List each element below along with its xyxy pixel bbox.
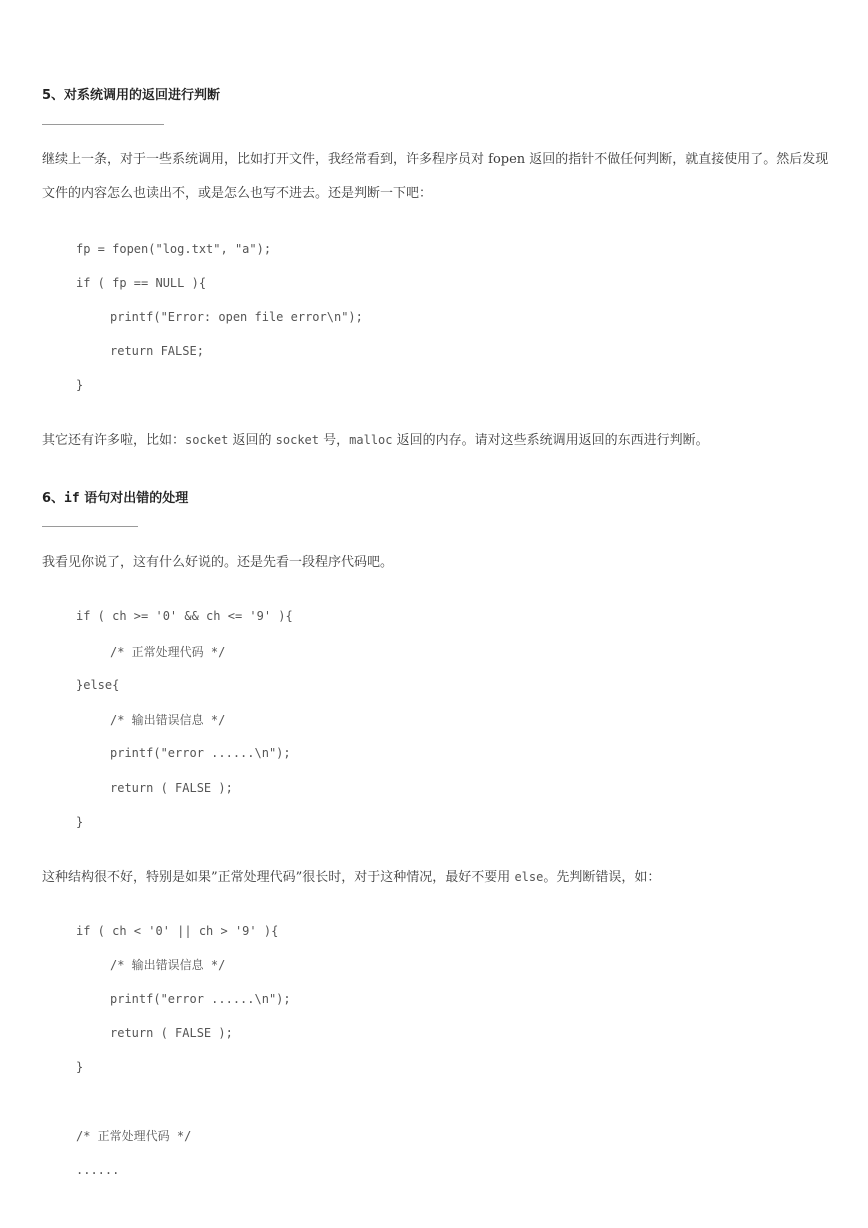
section-5-divider <box>42 124 164 125</box>
title-suffix: 语句对出错的处理 <box>79 491 189 506</box>
code-line: } <box>76 815 84 829</box>
code-line: return FALSE; <box>110 344 204 358</box>
code-line: /* 正常处理代码 */ <box>76 1129 192 1143</box>
text-run: 返回的 <box>228 433 276 448</box>
text-run: 其它还有许多啦，比如： <box>42 433 186 448</box>
code-line: } <box>76 378 84 392</box>
code-line: if ( ch < '0' || ch > '9' ){ <box>76 924 279 938</box>
code-line: fp = fopen("log.txt", "a"); <box>76 242 272 256</box>
code-line: /* 输出错误信息 */ <box>110 958 226 972</box>
inline-code: malloc <box>349 433 393 447</box>
inline-code: socket <box>185 433 229 447</box>
section-5-paragraph-2 <box>42 423 832 458</box>
code-line: printf("error ......\n"); <box>110 992 291 1006</box>
text-run: 号， <box>319 433 350 448</box>
code-line: return ( FALSE ); <box>110 781 233 795</box>
code-line: printf("Error: open file error\n"); <box>110 310 363 324</box>
title-prefix: 6、 <box>42 491 65 506</box>
section-6-paragraph-2 <box>42 860 832 895</box>
code-line: return ( FALSE ); <box>110 1026 233 1040</box>
section-6-divider <box>42 526 138 527</box>
section-5-title: 5、对系统调用的返回进行判断 <box>42 88 221 103</box>
text-run: 这种结构很不好，特别是如果”正常处理代码”很长时，对于这种情况，最好不要用 <box>42 870 515 885</box>
text-run: 。先判断错误，如： <box>543 870 661 885</box>
section-6-paragraph-1: 我看见你说了，这有什么好说的。还是先看一段程序代码吧。 <box>42 555 394 570</box>
code-line: /* 正常处理代码 */ <box>110 645 226 659</box>
section-5-paragraph-1: 继续上一条，对于一些系统调用，比如打开文件，我经常看到，许多程序员对 fopen 返回的指针不做任何判断，就直接使用了。然后发现文件的内容怎么也读出不，或是怎么也写不进去。还是判断一下吧： <box>42 152 829 201</box>
inline-code: socket <box>275 433 319 447</box>
code-line: if ( ch >= '0' && ch <= '9' ){ <box>76 609 293 623</box>
code-line: /* 输出错误信息 */ <box>110 713 226 727</box>
code-line: if ( fp == NULL ){ <box>76 276 207 290</box>
title-keyword: if <box>64 491 80 506</box>
text-run: 返回的内存。请对这些系统调用返回的东西进行判断。 <box>392 433 709 448</box>
code-line: ...... <box>76 1163 120 1177</box>
inline-code: else <box>514 870 544 884</box>
code-line: printf("error ......\n"); <box>110 746 291 760</box>
code-line: }else{ <box>76 678 120 692</box>
code-line: } <box>76 1060 84 1074</box>
section-6-title <box>42 487 188 506</box>
